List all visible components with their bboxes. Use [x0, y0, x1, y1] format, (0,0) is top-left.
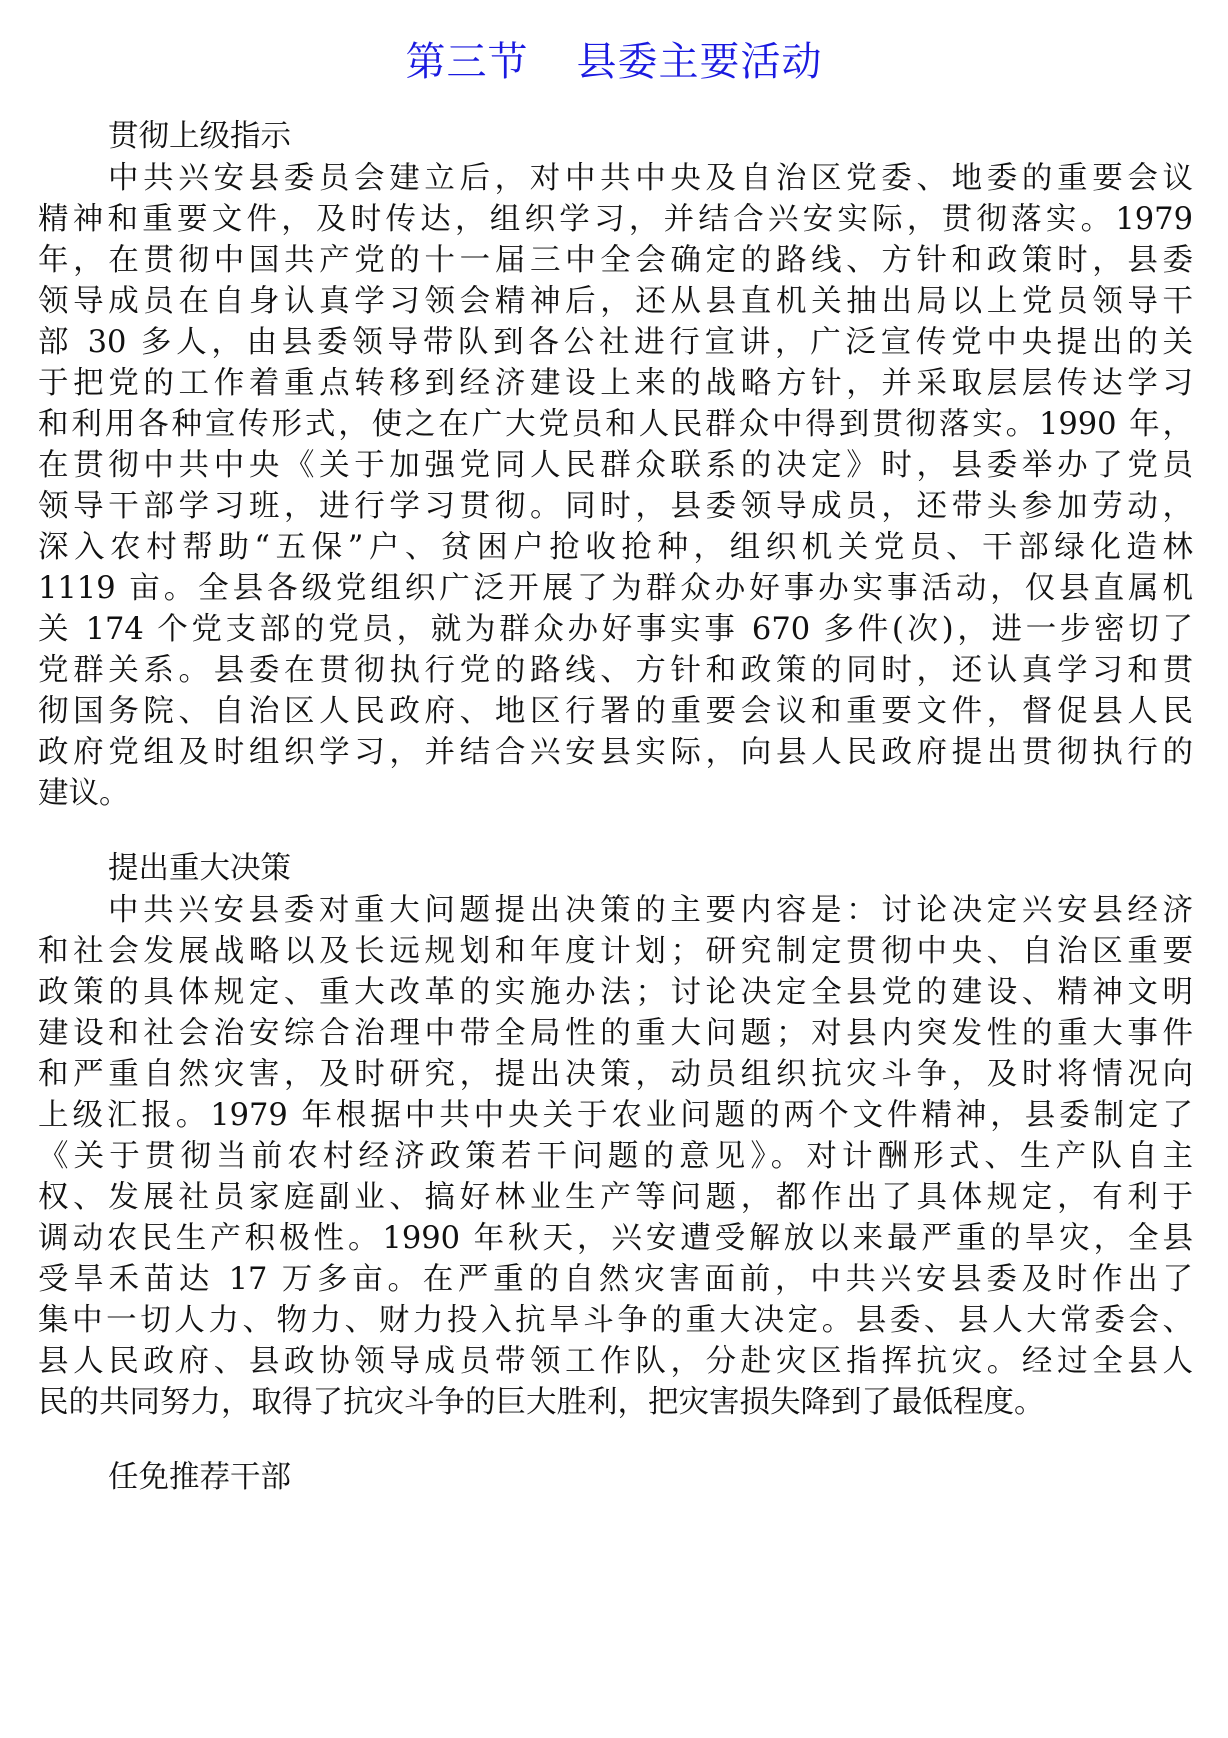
paragraph-line: 部 30 多人，由县委领导带队到各公社进行宣讲，广泛宣传党中央提出的关 — [38, 325, 1193, 360]
paragraph-line: 关 174 个党支部的党员，就为群众办好事实事 670 多件(次)，进一步密切了 — [38, 612, 1193, 647]
paragraph-line: 中共兴安县委对重大问题提出决策的主要内容是：讨论决定兴安县经济 — [108, 893, 1193, 928]
paragraph-line: 在贯彻中共中央《关于加强党同人民群众联系的决定》时，县委举办了党员 — [38, 448, 1193, 483]
paragraph-line: 彻国务院、自治区人民政府、地区行署的重要会议和重要文件，督促县人民 — [38, 694, 1193, 729]
paragraph-line: 《关于贯彻当前农村经济政策若干问题的意见》。对计酬形式、生产队自主 — [38, 1139, 1193, 1174]
paragraph-line: 于把党的工作着重点转移到经济建设上来的战略方针，并采取层层传达学习 — [38, 366, 1193, 401]
paragraph-line: 政府党组及时组织学习，并结合兴安县实际，向县人民政府提出贯彻执行的 — [38, 735, 1193, 770]
paragraph-line: 中共兴安县委员会建立后，对中共中央及自治区党委、地委的重要会议 — [108, 161, 1193, 196]
subsection-heading-3: 任免推荐干部 — [108, 1460, 291, 1495]
subsection-heading-2: 提出重大决策 — [108, 851, 291, 886]
subsection-heading-1: 贯彻上级指示 — [108, 119, 291, 154]
paragraph-line: 和社会发展战略以及长远规划和年度计划；研究制定贯彻中央、自治区重要 — [38, 934, 1193, 969]
section-number: 第三节 — [405, 39, 529, 85]
paragraph-line: 年，在贯彻中国共产党的十一届三中全会确定的路线、方针和政策时，县委 — [38, 243, 1193, 278]
section-title — [0, 32, 1228, 92]
paragraph-line: 深入农村帮助“五保”户、贫困户抢收抢种，组织机关党员、干部绿化造林 — [38, 530, 1193, 565]
paragraph-line: 权、发展社员家庭副业、搞好林业生产等问题，都作出了具体规定，有利于 — [38, 1180, 1193, 1215]
paragraph-line: 和严重自然灾害，及时研究，提出决策，动员组织抗灾斗争，及时将情况向 — [38, 1057, 1193, 1092]
paragraph-line: 领导干部学习班，进行学习贯彻。同时，县委领导成员，还带头参加劳动， — [38, 489, 1193, 524]
paragraph-line: 上级汇报。1979 年根据中共中央关于农业问题的两个文件精神，县委制定了 — [38, 1098, 1193, 1133]
paragraph-line: 领导成员在自身认真学习领会精神后，还从县直机关抽出局以上党员领导干 — [38, 284, 1193, 319]
paragraph-line: 党群关系。县委在贯彻执行党的路线、方针和政策的同时，还认真学习和贯 — [38, 653, 1193, 688]
paragraph-line: 1119 亩。全县各级党组织广泛开展了为群众办好事办实事活动，仅县直属机 — [38, 571, 1193, 606]
paragraph-line: 民的共同努力，取得了抗灾斗争的巨大胜利，把灾害损失降到了最低程度。 — [38, 1385, 1045, 1420]
paragraph-line: 调动农民生产积极性。1990 年秋天，兴安遭受解放以来最严重的旱灾，全县 — [38, 1221, 1193, 1256]
paragraph-line: 精神和重要文件，及时传达，组织学习，并结合兴安实际，贯彻落实。1979 — [38, 202, 1193, 237]
paragraph-line: 政策的具体规定、重大改革的实施办法；讨论决定全县党的建设、精神文明 — [38, 975, 1193, 1010]
paragraph-line: 和利用各种宣传形式，使之在广大党员和人民群众中得到贯彻落实。1990 年， — [38, 407, 1193, 442]
paragraph-line: 集中一切人力、物力、财力投入抗旱斗争的重大决定。县委、县人大常委会、 — [38, 1303, 1193, 1338]
paragraph-line: 建设和社会治安综合治理中带全局性的重大问题；对县内突发性的重大事件 — [38, 1016, 1193, 1051]
paragraph-line: 建议。 — [38, 776, 130, 811]
section-name: 县委主要活动 — [576, 39, 823, 85]
paragraph-line: 县人民政府、县政协领导成员带领工作队，分赴灾区指挥抗灾。经过全县人 — [38, 1344, 1193, 1379]
paragraph-line: 受旱禾苗达 17 万多亩。在严重的自然灾害面前，中共兴安县委及时作出了 — [38, 1262, 1193, 1297]
